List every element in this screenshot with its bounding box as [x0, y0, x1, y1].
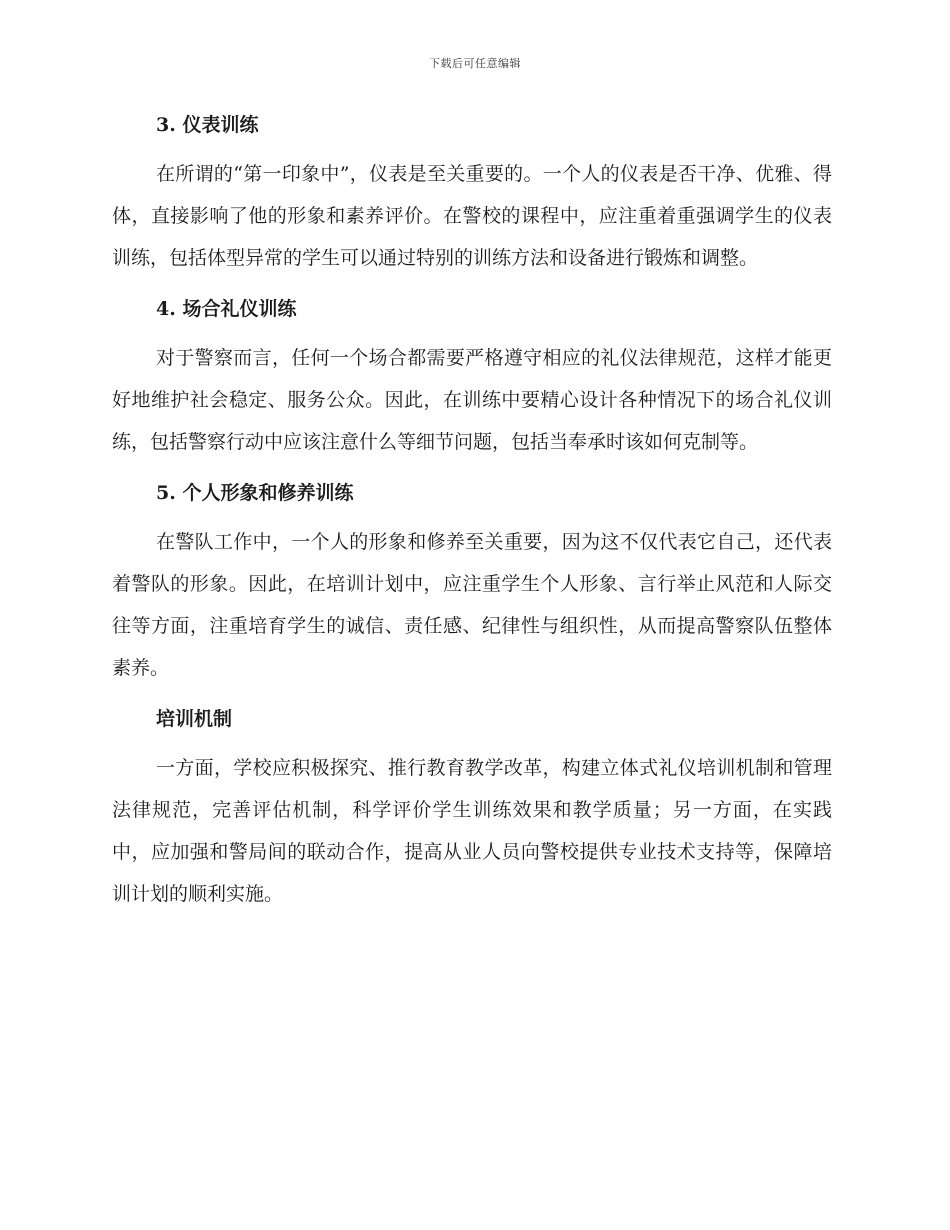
section-paragraph: 对于警察而言，任何一个场合都需要严格遵守相应的礼仪法律规范，这样才能更好地维护社会稳定、服务公众。因此，在训练中要精心设计各种情况下的场合礼仪训练，包括警察行动中应该注意什么等细节问题，包括当奉承时该如何克制等。	[112, 347, 832, 453]
section-heading: 4. 场合礼仪训练	[156, 298, 297, 320]
section-heading: 3. 仪表训练	[156, 114, 259, 136]
section-appearance-training	[112, 105, 832, 279]
section-heading: 培训机制	[156, 708, 233, 730]
section-heading: 5. 个人形象和修养训练	[156, 482, 354, 504]
section-training-mechanism	[112, 699, 832, 915]
section-paragraph: 在所谓的“第一印象中”，仪表是至关重要的。一个人的仪表是否干净、优雅、得体，直接影响了他的形象和素养评价。在警校的课程中，应注重着重强调学生的仪表训练，包括体型异常的学生可以通过特别的训练方法和设备进行锻炼和调整。	[112, 163, 832, 269]
section-paragraph: 在警队工作中，一个人的形象和修养至关重要，因为这不仅代表它自己，还代表着警队的形象。因此，在培训计划中，应注重学生个人形象、言行举止风范和人际交往等方面，注重培育学生的诚信、责任感、纪律性与组织性，从而提高警察队伍整体素养。	[112, 531, 832, 679]
section-personal-image-training	[112, 473, 832, 689]
document-body	[112, 105, 832, 925]
section-paragraph: 一方面，学校应积极探究、推行教育教学改革，构建立体式礼仪培训机制和管理法律规范，完善评估机制，科学评价学生训练效果和教学质量；另一方面，在实践中，应加强和警局间的联动合作，提高从业人员向警校提供专业技术支持等，保障培训计划的顺利实施。	[112, 757, 832, 905]
header-note: 下载后可任意编辑	[429, 57, 521, 70]
section-occasion-etiquette-training	[112, 289, 832, 463]
